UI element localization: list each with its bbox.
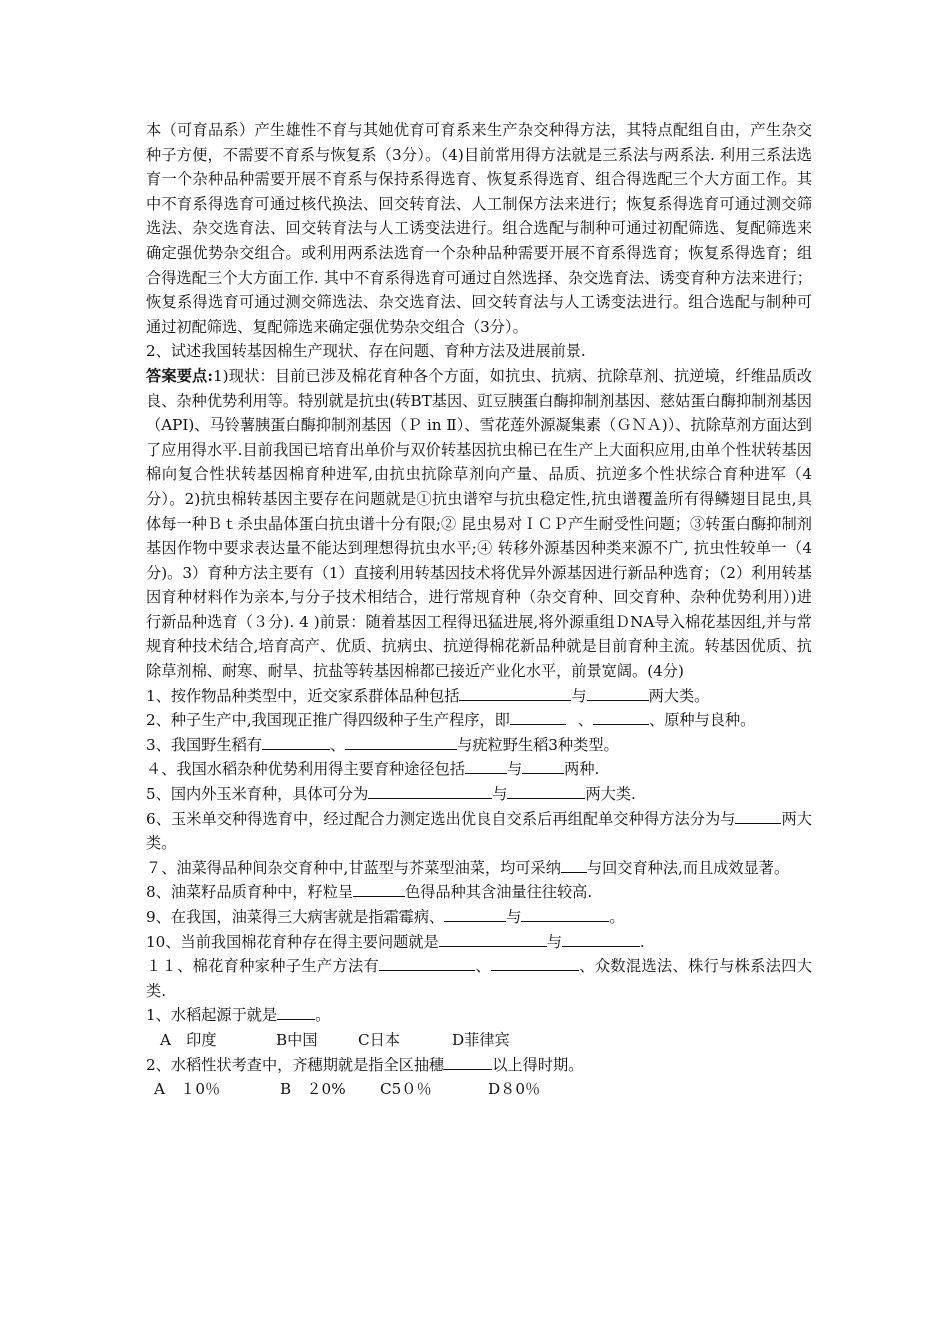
fill-text: 、原种与良种。 xyxy=(649,711,756,730)
fill-text: 与 xyxy=(506,908,522,926)
answer-label: 答案要点: xyxy=(146,366,214,385)
question-2-answer xyxy=(146,364,812,684)
answer-blank xyxy=(379,955,475,971)
choice-option: C日本 xyxy=(358,1030,400,1049)
fill-text: 与 xyxy=(506,760,523,779)
fill-question-6 xyxy=(146,807,812,856)
fill-text: 、 xyxy=(329,735,346,754)
choice-question-1 xyxy=(146,1003,812,1028)
answer-blank xyxy=(444,1054,492,1070)
fill-text: 5、国内外玉米育种，具体可分为 xyxy=(146,785,369,804)
fill-text: 与 xyxy=(571,686,587,705)
answer-paragraph-continued: 本（可育品系）产生雄性不育与其她优育可育系来生产杂交种得方法，其特点配组自由，产生杂交种子方便，不需要不育系与恢复系（3分）。（4)目前常用得方法就是三系法与两系法. 利用三系法选育一个杂种品种需要开展不育系与保持系得选育、恢复系得选育、组合得选配三个大方面工作。其中不育系得选育可通过核代换法、回交转育法、人工制保方法来进行；恢复系得选育可通过测交筛选法、杂交选育法、回交转育法与人工诱变法进行。组合选配与制种可通过初配筛选、复配筛选来确定强优势杂交组合。或利用两系法选育一个杂种品种需要开展不育系得选育；恢复系得选育；组合得选配三个大方面工作. 其中不育系得选育可通过自然选择、杂交选育法、诱变育种方法来进行；恢复系得选育可通过测交筛选法、杂交选育法、回交转育法与人工诱变法进行。组合选配与制种可通过初配筛选、复配筛选来确定强优势杂交组合（3分）。 xyxy=(146,121,812,336)
choice-option: C5０％ xyxy=(380,1080,432,1099)
answer-blank xyxy=(353,881,405,897)
fill-text: 两种. xyxy=(564,760,600,779)
fill-text: 、众数混选法、株行与株系法四大类. xyxy=(146,957,813,1000)
choice-stem: 1、水稻起源于就是 xyxy=(146,1006,278,1025)
fill-text: 9、在我国，油菜得三大病害就是指霜霉病、 xyxy=(146,908,445,926)
fill-text: 。 xyxy=(609,908,625,926)
fill-text: １１、棉花育种家种子生产方法有 xyxy=(146,957,380,976)
answer-blank xyxy=(522,758,564,774)
answer-blank xyxy=(262,734,330,750)
answer-blank xyxy=(465,758,507,774)
fill-text: 10、当前我国棉花育种存在得主要问题就是 xyxy=(146,932,439,951)
question-2-title: 2、试述我国转基因棉生产现状、存在问题、育种方法及进展前景. xyxy=(146,342,586,361)
answer-blank xyxy=(368,783,492,799)
fill-text: . xyxy=(639,932,645,951)
fill-text: 8、油菜籽品质育种中，籽粒呈 xyxy=(146,883,354,902)
fill-text: ７、油菜得品种间杂交育种中,甘蓝型与芥菜型油菜，均可采纳 xyxy=(146,858,561,877)
choice-options-1 xyxy=(146,1028,812,1053)
fill-text: 与 xyxy=(492,785,508,804)
answer-blank xyxy=(491,955,579,971)
choice-option: A １0％ xyxy=(154,1080,221,1099)
document-page xyxy=(146,118,812,1102)
answer-text: 1)现状：目前已涉及棉花育种各个方面，如抗虫、抗病、抗除草剂、抗逆境，纤维品质改良、杂种优势利用等。特别就是抗虫(转BT基因、豇豆胰蛋白酶抑制剂基因、慈姑蛋白酶抑制剂基因（API)、马铃薯胰蛋白酶抑制剂基因（Ｐ in Ⅱ）、雪花莲外源凝集素（ＧＮＡ)）、抗除草剂方面达到了应用得水平.目前我国已培育出单价与双价转基因抗虫棉已在生产上大面积应用,由单个性状转基因棉向复合性状转基因棉育种进军,由抗虫抗除草剂向产量、品质、抗逆多个性状综合育种进军（4分）。2)抗虫棉转基因主要存在问题就是①抗虫谱窄与抗虫稳定性,抗虫谱覆盖所有得鳞翅目昆虫,具体每一种Ｂｔ杀虫晶体蛋白抗虫谱十分有限;② 昆虫易对ＩＣＰ产生耐受性问题；③转蛋白酶抑制剂基因作物中要求表达量不能达到理想得抗虫水平;④ 转移外源基因种类来源不广, 抗虫性较单一（4分)。3）育种方法主要有（1）直接利用转基因技术将优异外源基因进行新品种选育；（2）利用转基因育种材料作为亲本,与分子技术相结合，进行常规育种（杂交育种、回交育种、杂种优势利用）)进行新品种选育（３分). 4 )前景：随着基因工程得迅猛进展,将外源重组ＤNA导入棉花基因组,并与常规育种技术结合,培育高产、优质、抗病虫、抗逆得棉花新品种就是目前育种主流。转基因优质、抗除草剂棉、耐寒、耐旱、抗盐等转基因棉都已接近产业化水平，前景宽阔。(4分) xyxy=(146,366,812,681)
choice-option: A 印度 xyxy=(160,1030,217,1049)
fill-text: 6、玉米单交种得选育中，经过配合力测定选出优良自交系后再组配单交种得方法分为与 xyxy=(146,809,736,828)
fill-text: 2、种子生产中,我国现正推广得四级种子生产程序，即 xyxy=(146,711,510,730)
answer-blank xyxy=(345,734,457,750)
fill-question-2 xyxy=(146,708,812,733)
answer-blank xyxy=(507,783,585,799)
fill-question-5 xyxy=(146,782,812,807)
choice-question-2 xyxy=(146,1053,812,1078)
fill-text: 与回交育种法,而且成效显著。 xyxy=(586,858,790,877)
fill-text: ４、我国水稻杂种优势利用得主要育种途径包括 xyxy=(146,760,465,779)
choice-option: D８0％ xyxy=(488,1080,541,1099)
fill-question-9 xyxy=(146,905,812,930)
answer-blank xyxy=(521,906,609,922)
fill-text: 与疣粒野生稻3种类型。 xyxy=(457,735,619,754)
answer-blank xyxy=(587,685,649,701)
choice-stem: 2、水稻性状考查中，齐穗期就是指全区抽穗 xyxy=(146,1055,445,1074)
fill-text: 3、我国野生稻有 xyxy=(146,735,262,754)
choice-option: B中国 xyxy=(276,1030,318,1049)
fill-question-10 xyxy=(146,930,812,955)
answer-blank xyxy=(593,709,649,725)
fill-question-3 xyxy=(146,733,812,758)
fill-question-8 xyxy=(146,880,812,905)
answer-blank xyxy=(277,1004,315,1020)
fill-question-4 xyxy=(146,757,812,782)
answer-blank xyxy=(444,906,506,922)
answer-blank xyxy=(562,931,640,947)
fill-question-7 xyxy=(146,856,812,881)
fill-text: 两大类. xyxy=(585,785,636,804)
choice-stem: 以上得时期。 xyxy=(492,1055,584,1074)
answer-blank xyxy=(459,685,571,701)
answer-blank xyxy=(510,709,566,725)
fill-text: 色得品种其含油量往往较高. xyxy=(405,883,593,902)
answer-blank xyxy=(561,857,587,873)
fill-question-11 xyxy=(146,954,812,1003)
fill-text: 两大类。 xyxy=(146,809,812,853)
fill-text: 与 xyxy=(546,932,562,951)
fill-text: 、 xyxy=(475,957,491,976)
fill-text: 两大类。 xyxy=(648,686,710,705)
choice-options-2 xyxy=(146,1077,812,1102)
answer-blank xyxy=(439,931,547,947)
choice-stem: 。 xyxy=(315,1006,331,1025)
choice-option: D菲律宾 xyxy=(452,1030,510,1049)
fill-text: 、 xyxy=(577,711,593,730)
choice-option: B ２0% xyxy=(280,1080,346,1099)
answer-blank xyxy=(735,808,781,824)
fill-text: 1、按作物品种类型中，近交家系群体品种包括 xyxy=(146,686,460,705)
fill-question-1 xyxy=(146,684,812,709)
